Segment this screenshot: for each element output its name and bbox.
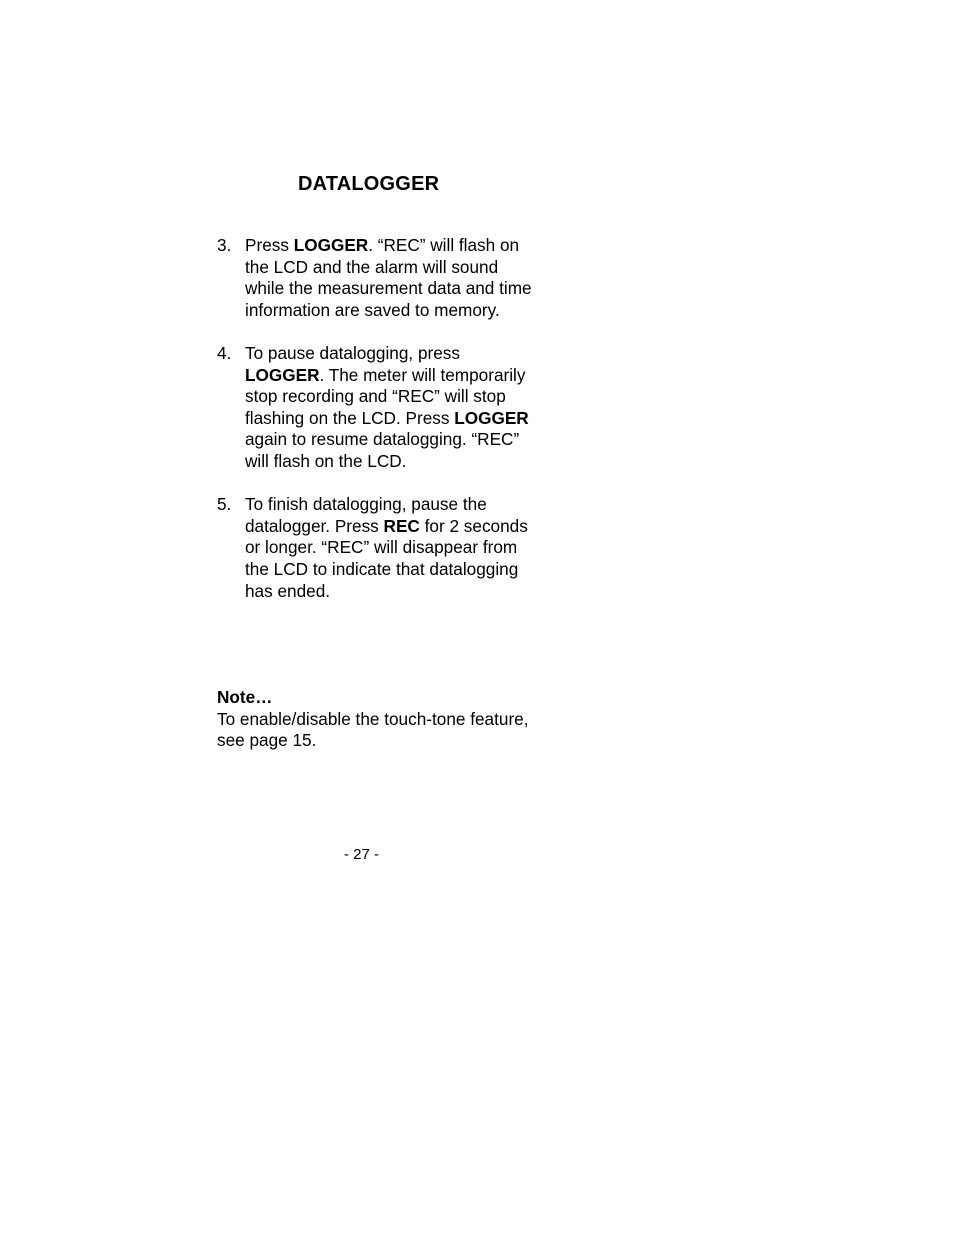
key-name: LOGGER	[293, 235, 369, 255]
page-title: DATALOGGER	[298, 173, 440, 195]
step-4	[217, 343, 537, 473]
key-name: REC	[383, 515, 420, 536]
step-text	[245, 494, 537, 602]
step-text-part: To pause datalogging, press	[245, 342, 460, 363]
step-number: 3.	[217, 235, 232, 255]
step-text-part: . The meter will temporarily stop recording and “REC” will stop flashing on the LCD. Press	[245, 364, 526, 428]
step-text-part: . “REC” will flash on the LCD and the alarm will sound while the measurement data and time information are saved to memory.	[245, 235, 532, 320]
step-text-part: Press	[245, 235, 294, 255]
step-text-part: again to resume datalogging. “REC” will flash on the LCD.	[245, 429, 520, 471]
step-number: 4.	[217, 342, 232, 363]
instruction-steps	[217, 235, 537, 624]
step-text-part: To finish datalogging, pause the datalogger. Press	[245, 494, 487, 536]
note-text: To enable/disable the touch-tone feature, see page 15.	[217, 708, 529, 751]
key-name: LOGGER	[454, 407, 529, 428]
note-heading: Note…	[217, 687, 273, 707]
step-text	[245, 343, 537, 473]
page-number: - 27 -	[344, 846, 380, 863]
step-number: 5.	[217, 494, 232, 515]
step-text-part: for 2 seconds or longer. “REC” will disappear from the LCD to indicate that datalogging has ended.	[245, 515, 528, 601]
step-3	[217, 235, 537, 321]
step-text	[245, 235, 537, 321]
step-5	[217, 494, 537, 602]
note-block	[217, 687, 537, 752]
key-name: LOGGER	[245, 364, 320, 385]
